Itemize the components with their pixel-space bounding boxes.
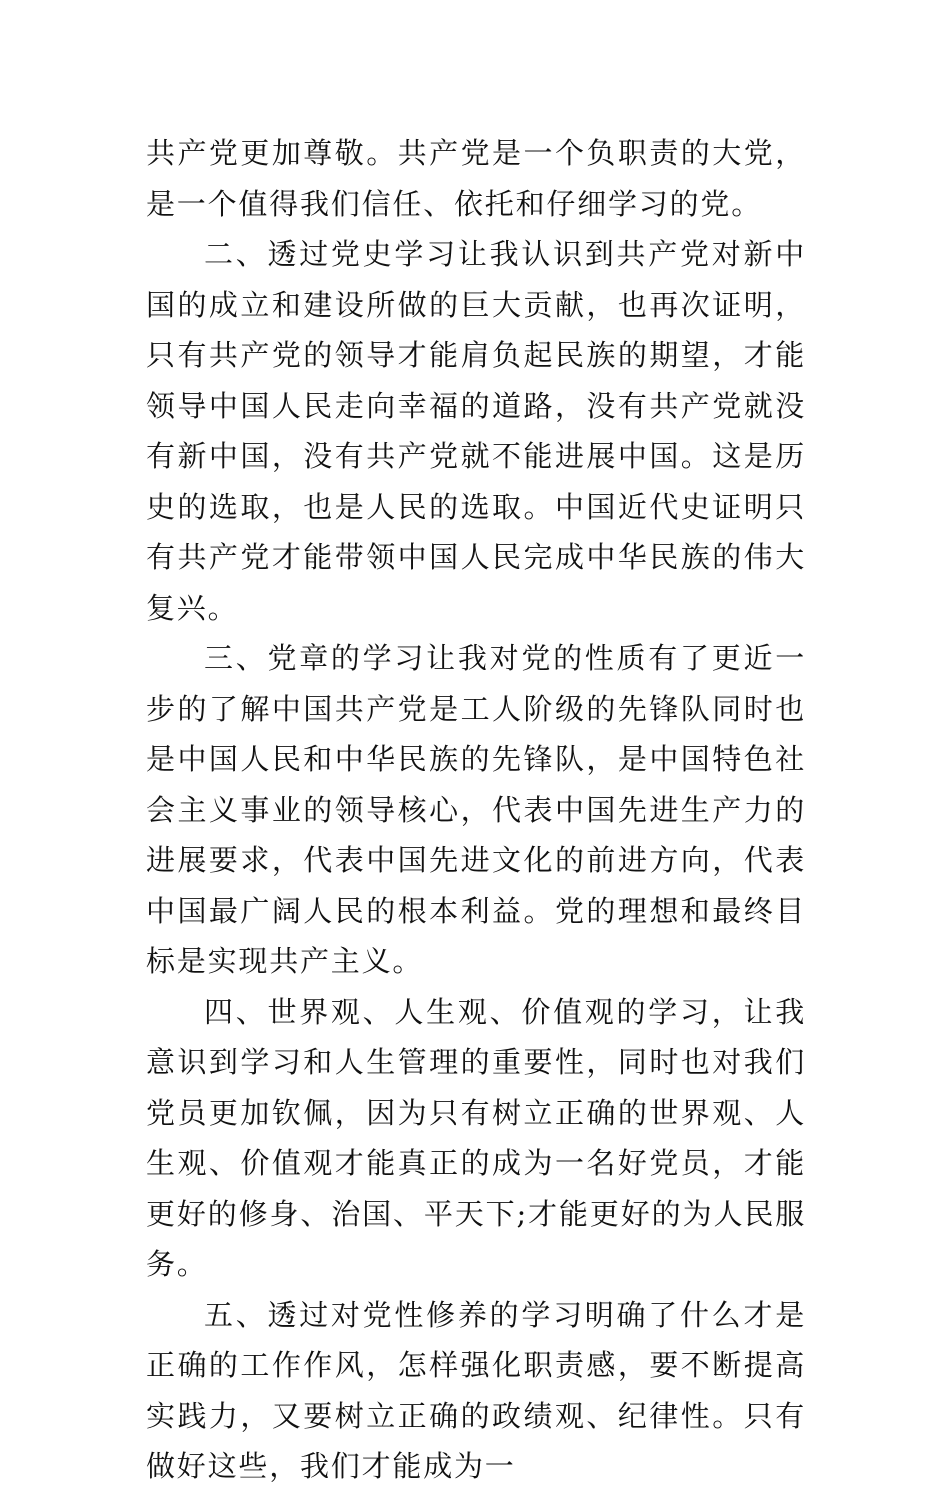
document-body <box>146 128 806 1492</box>
paragraph-1: 共产党更加尊敬。共产党是一个负职责的大党，是一个值得我们信任、依托和仔细学习的党。 <box>146 136 806 221</box>
paragraph-4: 四、世界观、人生观、价值观的学习，让我意识到学习和人生管理的重要性，同时也对我们党员更加钦佩，因为只有树立正确的世界观、人生观、价值观才能真正的成为一名好党员，才能更好的修身、治国、平天下;才能更好的为人民服务。 <box>146 994 806 1281</box>
paragraph-3: 三、党章的学习让我对党的性质有了更近一步的了解中国共产党是工人阶级的先锋队同时也是中国人民和中华民族的先锋队，是中国特色社会主义事业的领导核心，代表中国先进生产力的进展要求，代表中国先进文化的前进方向，代表中国最广阔人民的根本利益。党的理想和最终目标是实现共产主义。 <box>146 641 806 978</box>
paragraph-2: 二、透过党史学习让我认识到共产党对新中国的成立和建设所做的巨大贡献，也再次证明，只有共产党的领导才能肩负起民族的期望，才能领导中国人民走向幸福的道路，没有共产党就没有新中国，没有共产党就不能进展中国。这是历史的选取，也是人民的选取。中国近代史证明只有共产党才能带领中国人民完成中华民族的伟大复兴。 <box>146 237 806 625</box>
paragraph-5: 五、透过对党性修养的学习明确了什么才是正确的工作作风，怎样强化职责感，要不断提高实践力，又要树立正确的政绩观、纪律性。只有做好这些，我们才能成为一 <box>146 1297 806 1483</box>
